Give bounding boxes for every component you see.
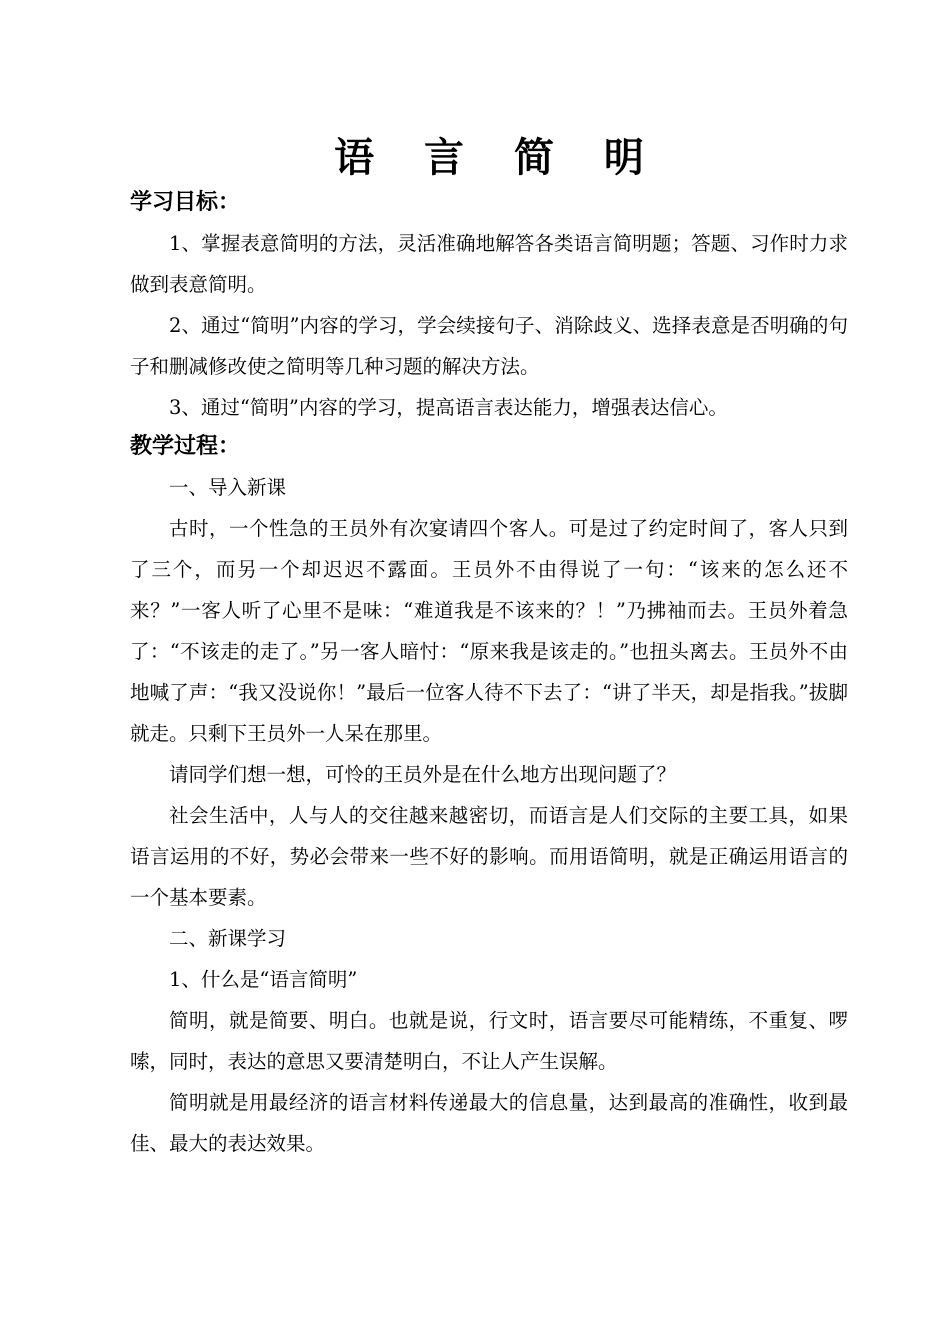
subheading-definition: 1、什么是“语言简明” (169, 968, 358, 991)
goals-list (130, 223, 848, 428)
body-paragraph: 简明就是用最经济的语言材料传递最大的信息量，达到最高的准确性，收到最佳、最大的表达效果。 (130, 1091, 848, 1155)
body-paragraph: 请同学们想一想，可怜的王员外是在什么地方出现问题了？ (169, 763, 677, 786)
body-paragraph: 社会生活中，人与人的交往越来越密切，而语言是人们交际的主要工具，如果语言运用的不好，势必会带来一些不好的影响。而用语简明，就是正确运用语言的一个基本要素。 (130, 804, 848, 909)
process-body (130, 467, 848, 1164)
subheading-intro: 一、导入新课 (169, 476, 287, 499)
goal-item: 3、通过“简明”内容的学习，提高语言表达能力，增强表达信心。 (169, 396, 728, 419)
document-title: 语 言 简 明 (334, 135, 662, 181)
section-heading-goals: 学习目标： (130, 190, 241, 215)
goal-item: 2、通过“简明”内容的学习，学会续接句子、消除歧义、选择表意是否明确的句子和删减修改使之简明等几种习题的解决方法。 (130, 314, 848, 378)
document-page (130, 0, 848, 1342)
body-paragraph: 古时，一个性急的王员外有次宴请四个客人。可是过了约定时间了，客人只到了三个，而另一个却迟迟不露面。王员外不由得说了一句：“该来的怎么还不来？”一客人听了心里不是味：“难道我是不该来的？！”乃拂袖而去。王员外着急了：“不该走的走了。”另一客人暗忖：“原来我是该走的。”也扭头离去。王员外不由地喊了声：“我又没说你！”最后一位客人待不下去了：“讲了半天，却是指我。”拔脚就走。只剩下王员外一人呆在那里。 (130, 517, 848, 745)
section-heading-process: 教学过程： (130, 434, 241, 459)
body-paragraph: 简明，就是简要、明白。也就是说，行文时，语言要尽可能精练，不重复、啰嗦，同时，表达的意思又要清楚明白，不让人产生误解。 (130, 1009, 848, 1073)
subheading-new-lesson: 二、新课学习 (169, 927, 287, 950)
goal-item: 1、掌握表意简明的方法，灵活准确地解答各类语言简明题；答题、习作时力求做到表意简明。 (130, 232, 848, 296)
